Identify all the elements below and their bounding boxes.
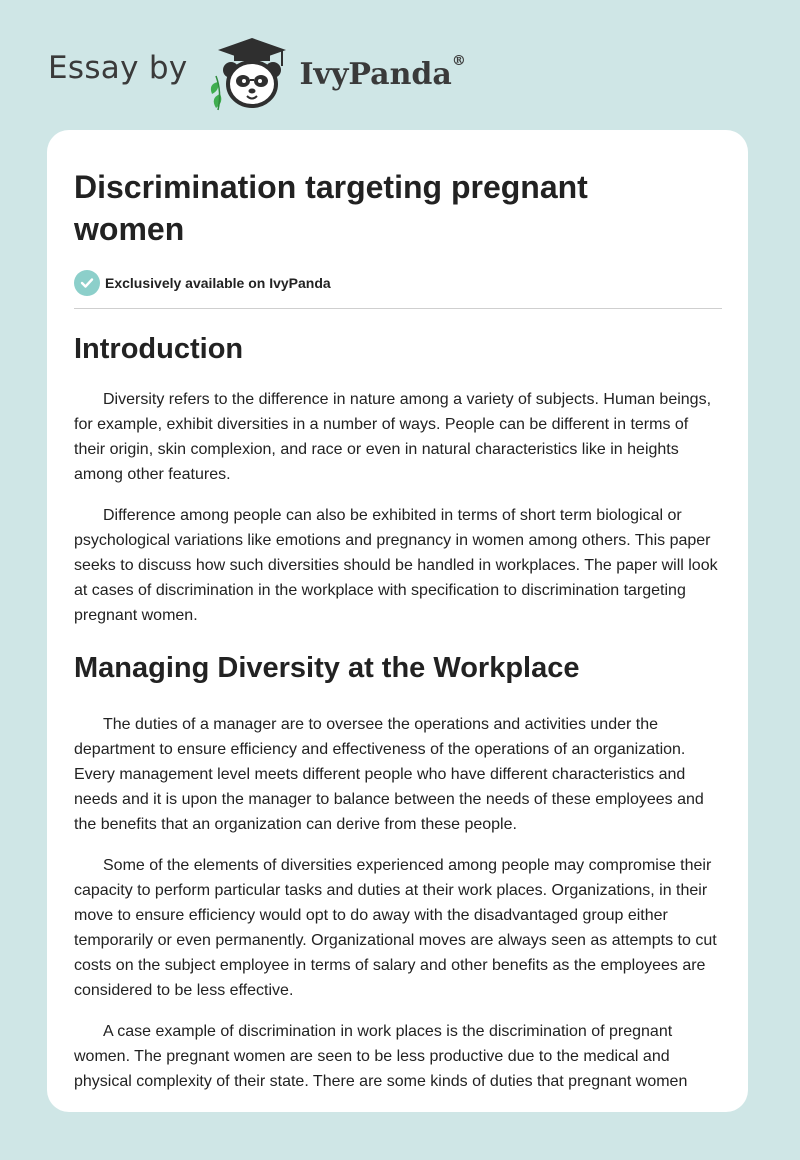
checkmark-icon — [74, 270, 100, 296]
paragraph: Diversity refers to the difference in nature among a variety of subjects. Human beings, for example, exhibit diversities in a number of ways. People can be different in terms of their origin, skin complexion, and race or even in natural characteristics like in heights among other features. — [74, 391, 712, 483]
exclusive-badge — [74, 270, 722, 296]
registered-mark: ® — [451, 52, 466, 69]
paragraph: The duties of a manager are to oversee the operations and activities under the department to ensure efficiency and effectiveness of the operations of an organization. Every management level meets different people who have different characteristics and needs and it is upon the manager to balance between the needs of these employees and the benefits that an organization can derive from these people. — [74, 716, 704, 833]
paragraph: Difference among people can also be exhibited in terms of short term biological or psychological variations like emotions and pregnancy in women among others. This paper seeks to discuss how such diversities should be handled in workplaces. The paper will look at cases of discrimination in the workplace with specification to discrimination targeting pregnant women. — [74, 507, 718, 624]
section-heading-managing-diversity: Managing Diversity at the Workplace — [74, 652, 580, 684]
site-header — [48, 32, 466, 112]
exclusive-badge-label: Exclusively available on IvyPanda — [105, 275, 331, 291]
divider — [74, 308, 722, 309]
paragraph: Some of the elements of diversities experienced among people may compromise their capacity to perform particular tasks and duties at their work places. Organizations, in their move to ensure efficiency would opt to do away with the disadvantaged group either temporarily or even permanently. Organizational moves are always seen as attempts to cut costs on the subject employee in terms of salary and other benefits as the employees are considered to be less effective. — [74, 857, 717, 999]
brand-name[interactable]: IvyPanda® — [299, 52, 466, 92]
essay-by-label: Essay by — [48, 50, 188, 86]
panda-graduate-logo-icon[interactable] — [204, 32, 296, 112]
essay-card — [47, 130, 748, 1112]
paragraph: A case example of discrimination in work places is the discrimination of pregnant women. The pregnant women are seen to be less productive due to the medical and physical complexity of their state. There are some kinds of duties that pregnant women — [74, 1023, 688, 1090]
section-heading-introduction: Introduction — [74, 333, 244, 365]
essay-title: Discrimination targeting pregnant women — [74, 169, 588, 247]
